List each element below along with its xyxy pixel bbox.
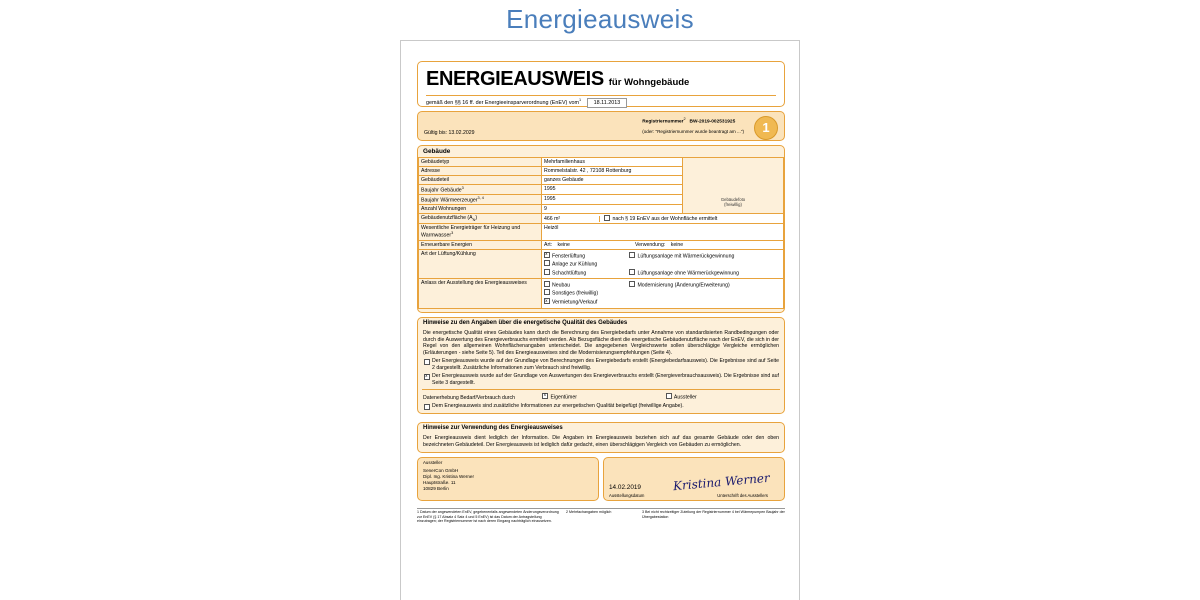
option-fensterlueftung[interactable]: x Fensterlüftung [544, 252, 622, 260]
renewable-use-label: Verwendung: [634, 241, 666, 248]
row-value: Rommelstalstr. 42 , 72108 Rottenburg [542, 167, 683, 176]
row-value: Heizöl [542, 224, 784, 241]
renewable-use-value: keine [670, 241, 684, 248]
building-photo-caption: Gebäudefoto (freiwillig) [720, 196, 746, 207]
issuer-line: SenerCon GmbH [423, 467, 459, 473]
checkbox-fensterlueftung[interactable] [544, 252, 550, 258]
row-label: Anlass der Ausstellung des Energieausweises [419, 279, 542, 308]
issuer-line: Hauptstraße. 11 [423, 479, 456, 485]
row-label: Art der Lüftung/Kühlung [419, 250, 542, 279]
table-row [419, 279, 784, 308]
signature: Kristina Werner [672, 470, 771, 494]
registration-footnote-marker: 2 [683, 117, 686, 121]
checkbox-neubau[interactable] [544, 281, 550, 287]
issuer-line: Dipl. Ing. Kristina Werner [423, 473, 474, 479]
row-label: Wesentliche Energieträger für Heizung und Warmwasser$^3$ [419, 224, 542, 241]
row-label: Erneuerbare Energien [419, 241, 542, 250]
law-reference [426, 98, 776, 108]
page-title: Energieausweis [506, 4, 694, 34]
issuer-block [417, 457, 599, 501]
checkbox-energieverbrauchsausweis[interactable] [424, 374, 430, 380]
energieausweis-sheet [417, 61, 785, 524]
law-date: 18.11.2013 [587, 98, 628, 108]
law-text: gemäß den §§ 16 ff. der Energieeinsparverordnung (EnEV) vom [426, 99, 580, 106]
issuer-line: 10829 Berlin [423, 486, 449, 492]
row-label: Gebäudetyp [419, 158, 542, 167]
quality-intro: Die energetische Qualität eines Gebäudes kann durch die Berechnung des Energiebedarfs unter Annahme von standardisierten Randbedingungen oder durch die Auswertung des Energieverbrauchs ermittelt werden. Als Bezugsfläche dient die energetische Gebäudenutzfläche nach der EnEV, die sich in der Regel von den allgemeinen Wohnflächenangaben unterscheidet. Die angegebenen Vergleichswerte sollen überschlägige Vergleiche ermöglichen (Erläuterungen - siehe Seite 5). Teil des Energieausweises sind die Modernisierungsempfehlungen (Seite 4). [423, 330, 779, 356]
registration-number: BW-2019-002531925 [689, 119, 736, 125]
checkbox-anrechnung-wohnflaeche[interactable] [604, 215, 610, 221]
renewable-art-value: keine [557, 241, 570, 248]
table-row [419, 250, 784, 279]
building-table [418, 157, 784, 309]
option-kuehlung[interactable]: Anlage zur Kühlung [544, 260, 597, 268]
quality-divider [422, 389, 780, 390]
signature-block [603, 457, 785, 501]
option-aussteller[interactable]: Aussteller [666, 393, 697, 401]
checkbox-lueftungsanlage-mit-wrg[interactable] [629, 252, 635, 258]
row-value [542, 241, 784, 250]
building-photo-placeholder [683, 158, 784, 214]
row-value: ganzes Gebäude [542, 176, 683, 185]
row-label: Baujahr Wärmeerzeuger$^{3, 4}$ [419, 195, 542, 205]
issue-date: 14.02.2019 [609, 484, 641, 492]
option-lueftungsanlage-ohne-wrg[interactable]: Lüftungsanlage ohne Wärmerückgewinnung [629, 269, 767, 277]
issuer-address [423, 468, 593, 493]
ventilation-options [542, 250, 784, 279]
usage-section [417, 422, 785, 454]
page-number-badge: 1 [754, 116, 778, 140]
quality-extra-info: Dem Energieausweis sind zusätzliche Informationen zur energetischen Qualität beigefügt (freiwillige Angabe). [418, 402, 784, 413]
checkbox-energiebedarfsausweis[interactable] [424, 359, 430, 365]
table-row [419, 214, 784, 224]
checkbox-zusatzinformationen[interactable] [424, 404, 430, 410]
registration-label: Registriernummer [642, 119, 684, 125]
occasion-options [542, 279, 784, 308]
row-value: 1995 [542, 185, 683, 195]
option-sonstiges[interactable]: Sonstiges (freiwillig) [544, 289, 598, 297]
checkbox-kuehlung[interactable] [544, 260, 550, 266]
issuer-footer [417, 457, 785, 505]
option-schachtlueftung[interactable]: Schachtlüftung [544, 269, 622, 277]
option-eigentuemer[interactable]: x Eigentümer [542, 393, 638, 401]
checkbox-modernisierung[interactable] [629, 281, 635, 287]
footnote-3: 3 Bei nicht rechtzeitiger Zuteilung der Registriernummer 4 bei Wärmepumpen Baujahr der Übergabestation [642, 510, 785, 519]
footnote-2: 2 Mehrfachangaben möglich [566, 510, 612, 515]
checkbox-sonstiges[interactable] [544, 289, 550, 295]
registration-alt-note: (oder: "Registriernummer wurde beantragt am ...") [642, 128, 744, 134]
row-value: Mehrfamilienhaus [542, 158, 683, 167]
footnotes [417, 508, 785, 524]
checkbox-aussteller[interactable] [666, 393, 672, 399]
signature-caption: Unterschrift des Ausstellers [717, 493, 768, 499]
registration-info [642, 117, 744, 134]
checkbox-eigentuemer[interactable] [542, 393, 548, 399]
law-footnote-marker: 1 [579, 98, 582, 102]
renewable-art-label: Art: [544, 241, 553, 248]
validity-date: 13.02.2029 [448, 129, 475, 136]
checkbox-schachtlueftung[interactable] [544, 269, 550, 275]
issuer-label: Aussteller [423, 460, 443, 466]
quality-clause-bedarf: Der Energieausweis wurde auf der Grundlage von Berechnungen des Energiebedarfs erstellt (Energiebedarfsausweis). Die Ergebnisse sind auf Seite 2 dargestellt. Zusätzliche Informationen zum Verbrauch sind freiwillig. [418, 357, 784, 372]
row-value: 9 [542, 205, 683, 214]
row-label: Gebäudenutzfläche $(A_N)$ [419, 214, 542, 224]
data-collection-label: Datenerhebung Bedarf/Verbrauch durch [423, 394, 515, 401]
quality-section-title: Hinweise zu den Angaben über die energetische Qualität des Gebäudes [423, 319, 628, 326]
table-row [419, 241, 784, 250]
option-lueftungsanlage-mit-wrg[interactable]: Lüftungsanlage mit Wärmerückgewinnung [629, 252, 767, 260]
building-section [417, 145, 785, 313]
usage-text: Der Energieausweis dient lediglich der Information. Die Angaben im Energieausweis beziehen sich auf das gesamte Gebäude oder den oben bezeichneten Gebäudeteil. Der Energieausweis ist lediglich dafür gedacht, einen überschlägigen Vergleich von Gebäuden zu ermöglichen. [423, 435, 779, 448]
option-vermietung-verkauf[interactable]: xVermietung/Verkauf [544, 298, 622, 306]
table-row [419, 158, 784, 167]
data-collection-row [418, 392, 784, 402]
row-value: 466 m² nach § 19 EnEV aus der Wohnfläche ermittelt [542, 214, 784, 224]
validity [424, 130, 475, 137]
row-value: 1995 [542, 195, 683, 205]
row-label: Anzahl Wohnungen [419, 205, 542, 214]
usage-section-title: Hinweise zur Verwendung des Energieausweises [423, 424, 563, 431]
table-row [419, 224, 784, 241]
registration-block [417, 111, 785, 141]
document-subtitle: für Wohngebäude [608, 77, 690, 88]
row-label: Baujahr Gebäude$^3$ [419, 185, 542, 195]
title-divider [426, 95, 776, 96]
checkbox-vermietung-verkauf[interactable] [544, 298, 550, 304]
quality-clause-verbrauch: x Der Energieausweis wurde auf der Grundlage von Auswertungen des Energieverbrauchs erstellt (Energieverbrauchsausweis). Die Ergebnisse sind auf Seite 3 dargestellt. [418, 372, 784, 387]
option-modernisierung[interactable]: Modernisierung (Änderung/Erweiterung) [629, 281, 767, 289]
document-frame [400, 40, 800, 600]
quality-section [417, 317, 785, 414]
footnote-1: 1 Datum der angewendeten EnEV, gegebenenfalls angewendeten Änderungsverordnung zur EnEV (§ 17 Absatz 4 Satz 4 und 5 EnEV) ist das Datum der Antragstellung einzutragen; der Registriernummer ist nach deren Eingang nachträglich einzusetzen. [417, 510, 559, 524]
document-title: ENERGIEAUSWEIS [426, 68, 604, 90]
title-block [417, 61, 785, 107]
checkbox-lueftungsanlage-ohne-wrg[interactable] [629, 269, 635, 275]
validity-label: Gültig bis: [424, 129, 448, 136]
issue-date-caption: Ausstellungsdatum [609, 493, 645, 499]
building-section-title: Gebäude [423, 148, 451, 155]
row-label: Gebäudeteil [419, 176, 542, 185]
option-neubau[interactable]: Neubau [544, 281, 622, 289]
row-label: Adresse [419, 167, 542, 176]
